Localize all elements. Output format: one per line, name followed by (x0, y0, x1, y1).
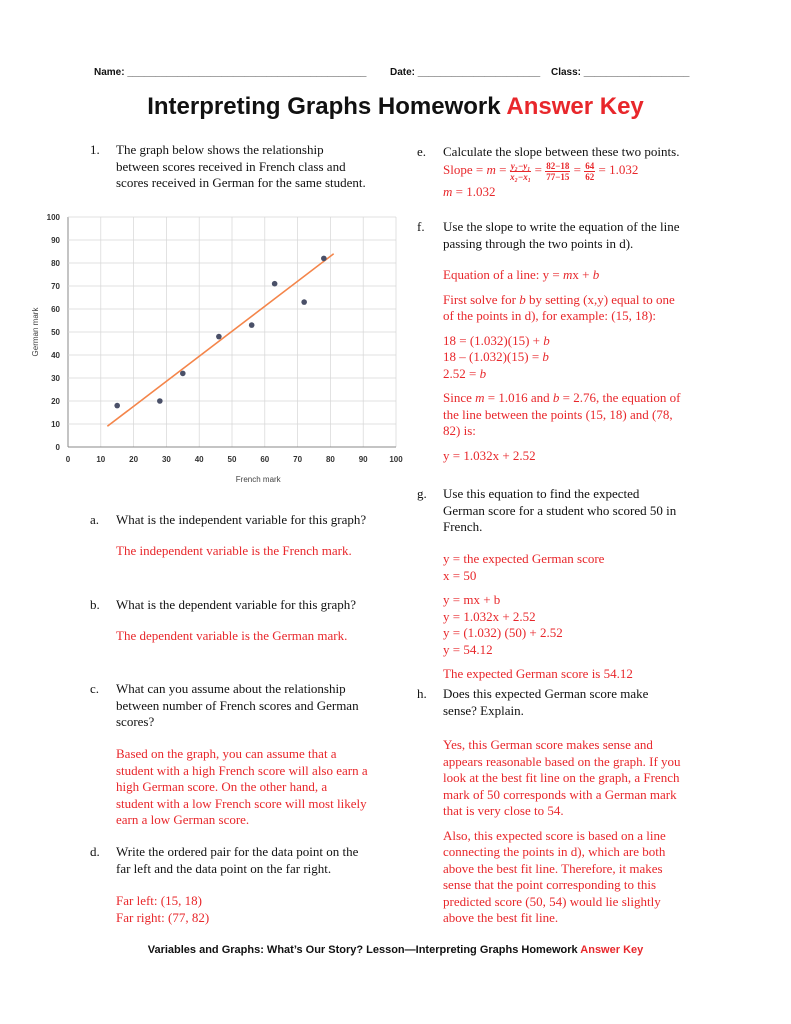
data-point (321, 256, 327, 262)
x-tick-label: 70 (293, 455, 303, 464)
question-number: 1. (90, 142, 100, 157)
question-text: scores received in German for the same student. (116, 175, 366, 190)
answer-line: Far left: (15, 18) (116, 893, 202, 908)
data-point (157, 398, 163, 404)
question-text: Write the ordered pair for the data point on the (116, 844, 359, 859)
question-label: e. (417, 144, 427, 159)
name-field: Name: ___________________________________________ (94, 67, 367, 78)
question-text: Does this expected German score make (443, 686, 649, 701)
answer-f (443, 267, 743, 464)
question-text: Use the slope to write the equation of the line (443, 219, 680, 234)
answer-a: The independent variable is the French mark. (116, 543, 352, 558)
question-text: What can you assume about the relationship (116, 681, 346, 696)
var-m: m (475, 390, 485, 405)
answer-line: Also, this expected score is based on a line (443, 827, 666, 843)
answer-line: student with a high French score will also earn a (116, 762, 368, 778)
x-tick-label: 40 (194, 455, 204, 464)
answer-line (443, 366, 743, 383)
question-text: The graph below shows the relationship (116, 142, 324, 157)
denominator: 62 (585, 171, 595, 182)
data-point (272, 281, 278, 287)
answer-line: predicted score (50, 54) would lie slightly (443, 893, 661, 909)
answer-line: x = 50 (443, 567, 477, 583)
answer-line: student with a low French score will most likely (116, 795, 367, 811)
answer-line: Based on the graph, you can assume that a (116, 746, 337, 761)
var-b: b (592, 267, 600, 282)
answer-line: y = mx + b (443, 592, 501, 607)
text: by setting (x,y) equal to one (525, 291, 675, 307)
answer-line (443, 333, 743, 350)
answer-line (443, 390, 743, 407)
y-tick-label: 80 (51, 259, 60, 268)
text: x + (572, 267, 593, 282)
question-label: c. (90, 681, 100, 696)
answer-c (116, 746, 368, 829)
question-label: g. (417, 486, 427, 501)
slope-label: Slope = (443, 162, 484, 177)
fraction-reduced (584, 161, 595, 182)
y-tick-label: 20 (51, 397, 60, 406)
y-tick-label: 90 (51, 236, 60, 245)
var-b: b (542, 349, 549, 364)
x-tick-label: 100 (389, 455, 403, 464)
question-text: sense? Explain. (443, 702, 524, 718)
answer-h (443, 737, 753, 927)
y-tick-label: 10 (51, 420, 60, 429)
date-field: Date: ______________________ (390, 67, 541, 78)
answer-g (443, 551, 743, 683)
fraction-formula (510, 161, 532, 182)
y-tick-label: 60 (51, 305, 60, 314)
equals: = (534, 162, 542, 177)
numerator: y₂−y₁ (510, 160, 531, 171)
answer-line: look at the best fit line on the graph, a French (443, 770, 680, 785)
footer-text: Variables and Graphs: What’s Our Story? Lesson—Interpreting Graphs Homework (147, 944, 581, 956)
numerator: 82−18 (546, 160, 570, 171)
page-title (0, 93, 791, 121)
question-f (417, 219, 737, 252)
data-point (301, 299, 307, 305)
answer-line (443, 267, 743, 284)
question-text: Calculate the slope between these two points. (443, 144, 680, 159)
title-accent: Answer Key (506, 93, 644, 120)
x-tick-label: 0 (65, 455, 71, 464)
question-text: scores? (116, 714, 155, 729)
answer-line: y = (1.032) (50) + 2.52 (443, 625, 563, 640)
var-b: b (543, 332, 550, 348)
var-b: b (519, 291, 526, 307)
var-b: b (479, 365, 487, 381)
question-text: far left and the data point on the far right. (116, 860, 332, 876)
equals: = (573, 162, 581, 177)
class-field: Class: ___________________ (551, 67, 690, 78)
x-tick-label: 80 (325, 455, 335, 464)
question-text: French. (443, 519, 483, 534)
question-b (90, 597, 390, 614)
data-point (114, 403, 120, 409)
y-axis-label: German mark (31, 307, 40, 357)
question-label: b. (90, 597, 100, 612)
text: 18 – (1.032)(15) = (443, 349, 543, 364)
answer-line (443, 349, 743, 366)
data-point (216, 334, 222, 340)
slope-var: m (486, 162, 496, 177)
question-text: What is the dependent variable for this graph? (116, 597, 357, 612)
answer-line: the line between the points (15, 18) and (78, (443, 406, 673, 422)
answer-line: earn a low German score. (116, 812, 250, 827)
var-b: b (552, 390, 560, 405)
y-tick-label: 0 (55, 443, 60, 452)
title-main: Interpreting Graphs Homework (147, 93, 501, 120)
question-a (90, 512, 390, 529)
answer-e-m (443, 184, 495, 201)
chart-ticks (47, 213, 404, 464)
text: 2.52 = (443, 365, 480, 381)
answer-line: y = 1.032x + 2.52 (443, 608, 536, 624)
slope-value: = 1.032 (455, 184, 496, 199)
question-c (90, 681, 390, 731)
text: Since (443, 390, 476, 405)
y-tick-label: 50 (51, 328, 60, 337)
x-tick-label: 90 (358, 455, 368, 464)
fraction-values (545, 161, 570, 182)
answer-line: above the best fit line. Therefore, it makes (443, 860, 663, 876)
x-tick-label: 10 (96, 455, 106, 464)
answer-d (116, 893, 209, 926)
denominator: 77−15 (546, 171, 570, 182)
var-m: m (562, 267, 573, 282)
answer-line: connecting the points in d), which are both (443, 844, 666, 859)
y-tick-label: 70 (51, 282, 60, 291)
equals: = (499, 162, 507, 177)
text: 18 = (1.032)(15) + (443, 332, 544, 348)
trend-line (107, 254, 333, 426)
answer-e-slope (443, 159, 638, 182)
question-text: What is the independent variable for this graph? (116, 512, 367, 527)
text: First solve for (443, 291, 520, 307)
x-axis-label: French mark (235, 475, 281, 484)
question-g (417, 486, 717, 536)
numerator: 64 (585, 160, 595, 171)
question-text: between scores received in French class and (116, 158, 346, 174)
question-text: German score for a student who scored 50 in (443, 502, 677, 518)
answer-line: sense that the point corresponding to this (443, 877, 657, 892)
y-tick-label: 30 (51, 374, 60, 383)
slope-var: m (443, 184, 453, 199)
text: Equation of a line: y = (443, 267, 563, 282)
answer-line: Far right: (77, 82) (116, 909, 210, 925)
answer-line: that is very close to 54. (443, 803, 564, 818)
question-label: f. (417, 219, 425, 234)
slope-result: = 1.032 (598, 162, 639, 177)
answer-line: Yes, this German score makes sense and (443, 737, 653, 752)
data-point (180, 371, 186, 377)
answer-line: y = the expected German score (443, 551, 605, 566)
answer-line: of the points in d), for example: (15, 18): (443, 308, 657, 323)
question-text: passing through the two points in d). (443, 235, 634, 251)
answer-line: above the best fit line. (443, 910, 559, 925)
denominator: x₂−x₁ (510, 171, 531, 182)
x-tick-label: 60 (260, 455, 270, 464)
question-1 (90, 142, 390, 192)
y-tick-label: 40 (51, 351, 60, 360)
x-tick-label: 30 (161, 455, 171, 464)
answer-b: The dependent variable is the German mark. (116, 628, 348, 643)
data-point (249, 322, 255, 328)
y-tick-label: 100 (46, 213, 60, 222)
question-label: d. (90, 844, 100, 859)
question-d (90, 844, 390, 877)
answer-line: y = 1.032x + 2.52 (443, 447, 536, 463)
answer-line (443, 292, 743, 309)
x-tick-label: 50 (227, 455, 237, 464)
answer-line: 82) is: (443, 423, 476, 438)
question-label: h. (417, 686, 427, 701)
text: = 1.016 and (484, 390, 553, 405)
question-text: Use this equation to find the expected (443, 486, 640, 501)
answer-line: appears reasonable based on the graph. If you (443, 753, 681, 769)
question-h (417, 686, 717, 719)
question-text: between number of French scores and German (116, 697, 359, 713)
answer-line: y = 54.12 (443, 641, 493, 657)
question-label: a. (90, 512, 100, 527)
answer-line: The expected German score is 54.12 (443, 666, 633, 681)
text: = 2.76, the equation of (559, 390, 681, 405)
answer-line: high German score. On the other hand, a (116, 779, 328, 794)
page-footer (0, 944, 791, 956)
x-tick-label: 20 (129, 455, 139, 464)
footer-accent: Answer Key (580, 944, 644, 956)
scatter-chart (28, 205, 408, 495)
answer-line: mark of 50 corresponds with a German mark (443, 786, 677, 802)
